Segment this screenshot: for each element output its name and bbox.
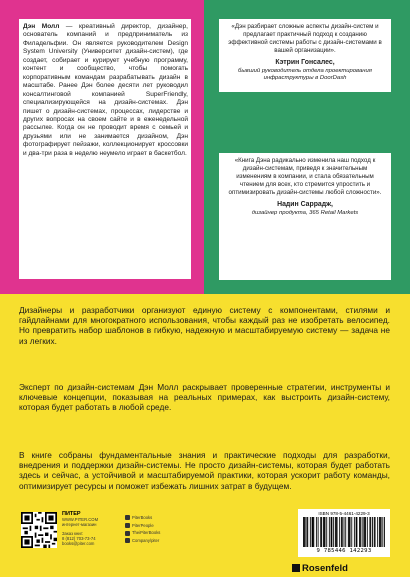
telegram-icon (125, 531, 130, 536)
description-paragraph: Дизайнеры и разработчики организуют единую систему с компонентами, стилями и гайдлайнами для многократного использования, чтобы каждый раз не изобретать велосипед. Но превратить набор шаблонов в гибкую, надежную и масштабируемую систему — задача не из легких. (19, 305, 390, 346)
barcode (303, 517, 385, 547)
imprint-name: Rosenfeld (302, 563, 348, 574)
review-card (219, 153, 391, 280)
youtube-icon (125, 538, 130, 543)
publisher-logo: ПИТЕР (62, 511, 81, 517)
isbn-barcode-box (298, 509, 390, 557)
social-item: Company/piter (125, 537, 185, 545)
publisher-shop-label: интернет-магазин (62, 522, 97, 528)
description-paragraph: Эксперт по дизайн-системам Дэн Молл раскрывает проверенные стратегии, инструменты и ключевые концепции, показывая на реальных примерах, как выстроить дизайн-систему, которая будет работать в любой среде. (19, 382, 390, 413)
qr-code (21, 512, 57, 548)
author-bio (19, 19, 191, 158)
rosenfeld-mark-icon (292, 564, 300, 572)
social-item: TheiPiterBooks (125, 529, 185, 537)
review-quote: «Дэн разбирает сложные аспекты дизайн-систем и предлагает практичный подход к созданию эффективной системы работы с дизайн-системами в вашей организации». (228, 23, 382, 54)
publisher-info (62, 512, 122, 566)
author-bio-box (19, 19, 191, 279)
review-quote: «Книга Дэна радикально изменила наш подход к дизайн-системам, приведя к значительным изменениям в компании, и стала обязательным чтением для всех, кто стремится упростить и оптимизировать дизайн-системы любой сложности». (228, 157, 382, 196)
social-item: PiterBooks (125, 514, 185, 522)
social-item: PiterPeople (125, 522, 185, 530)
description-paragraph: В книге собраны фундаментальные знания и практические подходы для разработки, внедрения и поддержки дизайн-системы. Не просто дизайн-системы, которая будет работать здесь и сейчас, а устойчивой и масштабируемой практики, которая ускорит работу команды, оптимизирует ресурсы и поможет избежать лишних затрат в будущем. (19, 450, 390, 491)
review-card (219, 19, 391, 92)
social-links (125, 514, 185, 544)
reviewer-role: бывший руководитель отдела проектирования инфраструктуры в DoorDash (238, 68, 372, 81)
publisher-site: WWW.PITER.COM (62, 517, 99, 523)
isbn-label: ISBN 978-5-4461-4229-3 (318, 511, 370, 516)
order-email: books@piter.com (62, 541, 95, 547)
vk-icon (125, 515, 130, 520)
barcode-digits: 9 785446 142293 (316, 548, 372, 554)
order-phone: 8 (812) 703-73-74 (62, 535, 96, 541)
author-name: Дэн Молл (23, 23, 60, 30)
vk-icon (125, 523, 130, 528)
reviewer-role: дизайнер продукта, 365 Retail Markets (251, 210, 359, 216)
reviewer-name: Надин Саррадж, (277, 201, 333, 208)
author-bio-text: — креативный директор, дизайнер, основатель компаний и предприниматель из Филадельфии. Он является руководителем Design System University (Университет дизайн-систем), где создает, собирает и курирует учебную программу, контент и сообщество, чтобы помогать корпоративным командам разрабатывать дизайн в масштабе. Ранее Дэн более десяти лет руководил консалтинговой компанией SuperFriendly, специализирующейся на дизайн-системах. Дэн пишет о дизайн-системах, процессах, лидерстве и других вопросах на своем сайте и в еженедельной рассылке. Когда он не проводит время с семьей и друзьями или не занимается дизайном, Дэн фотографирует пейзажи, коллекционирует кроссовки и два-три раза в неделю неумело играет в баскетбол. (23, 23, 188, 157)
order-label: Заказ книг: (62, 530, 84, 536)
imprint-logo (292, 563, 390, 574)
reviewer-name: Кэтрин Гонсалес, (275, 59, 335, 66)
